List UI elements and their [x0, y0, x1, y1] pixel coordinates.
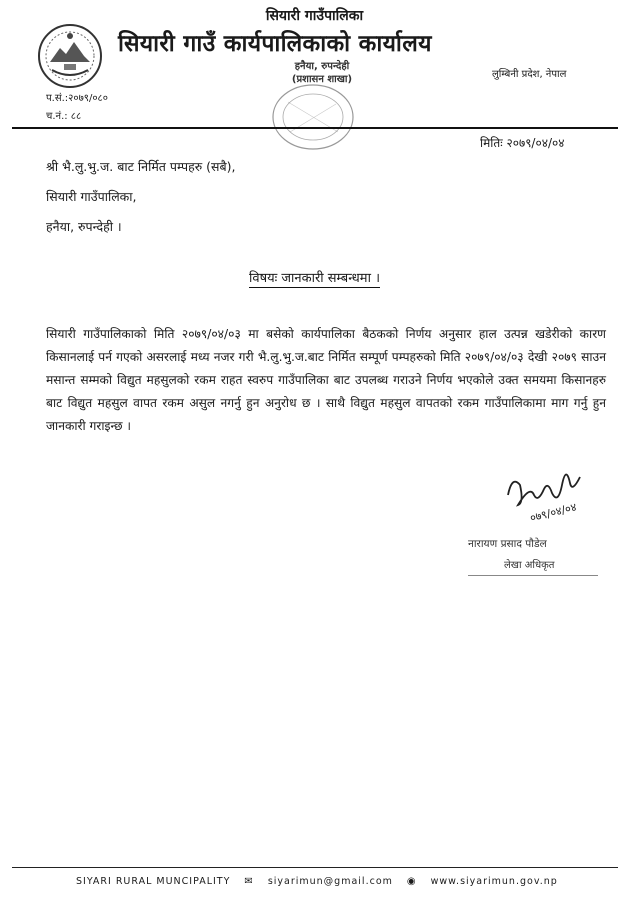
footer-org: SIYARI RURAL MUNCIPALITY — [76, 876, 231, 887]
letter-date: मितिः २०७९/०४/०४ — [480, 136, 565, 150]
footer-website[interactable]: www.siyarimun.gov.np — [430, 876, 558, 887]
branch-location: हनैया, रुपन्देही — [294, 61, 350, 72]
address-line-3: हनैया, रुपन्देही । — [46, 219, 122, 234]
dispatch-number: च.नं.: ८८ — [46, 111, 82, 122]
handwritten-signature-icon — [500, 455, 600, 525]
globe-icon: ◉ — [406, 876, 417, 887]
address-line-1: श्री भै.लु.भु.ज. बाट निर्मित पम्पहरु (सबै), — [46, 159, 236, 174]
office-stamp-icon — [258, 72, 368, 162]
letter-body: सियारी गाउँपालिकाको मिति २०७९/०४/०३ मा बसेको कार्यपालिका बैठकको निर्णय अनुसार हाल उत्पन्न खडेरीको कारण किसानलाई पर्न गएको असरलाई मध्य नजर गरी भै.लु.भु.ज.बाट निर्मित सम्पूर्ण पम्पहरुको मिति २०७९/०४/०३ देखी २०७९ साउन मसान्त सम्मको विद्युत महसुलको रकम राहत स्वरुप गाउँपालिका बाट उपलब्ध गराउने निर्णय भएकोले उक्त समयमा किसानहरु बाट विद्युत महसुल वापत रकम असुल नगर्नु हुन अनुरोध छ । साथै विद्युत महसुल वापतको रकम गाउँपालिकामा माग गर्नु हुन जानकारी गराइन्छ । — [46, 327, 606, 433]
branch-section: (प्रशासन शाखा) — [291, 74, 353, 85]
signatory-title: लेखा अधिकृत — [504, 560, 555, 571]
footer-divider — [12, 867, 618, 868]
office-main-title: सियारी गाउँ कार्यपालिकाको कार्यालय — [118, 31, 432, 57]
nepal-emblem-icon — [36, 22, 104, 90]
signature-divider — [468, 575, 598, 576]
province-label: लुम्बिनी प्रदेश, नेपाल — [492, 69, 567, 80]
envelope-icon: ✉ — [244, 876, 254, 887]
footer — [76, 876, 558, 887]
office-small-title: सियारी गाउँपालिका — [265, 8, 364, 24]
signatory-name: नारायण प्रसाद पौडेल — [468, 538, 547, 550]
signed-date: ०७९/०४/०४ — [528, 500, 578, 525]
reference-number: प.सं.:२०७९/०८० — [46, 93, 108, 104]
address-line-2: सियारी गाउँपालिका, — [46, 189, 137, 204]
subject-text: विषयः जानकारी सम्बन्धमा । — [248, 271, 381, 286]
header-divider — [12, 127, 618, 129]
footer-email[interactable]: siyarimun@gmail.com — [267, 876, 393, 887]
subject-line — [0, 268, 629, 286]
